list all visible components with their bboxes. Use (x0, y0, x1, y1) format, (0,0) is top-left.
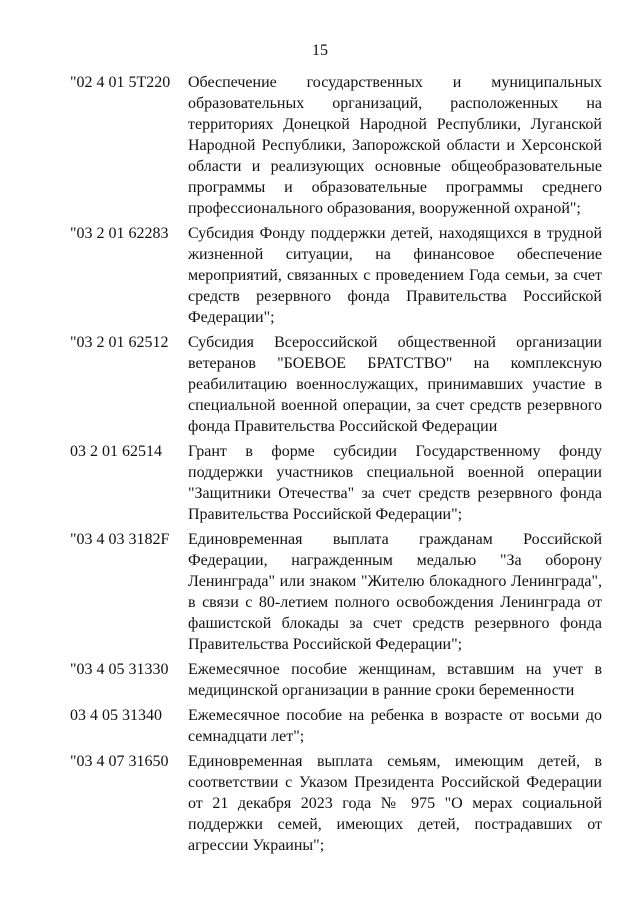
budget-code: "03 2 01 62283 (70, 225, 169, 242)
page-number: 15 (312, 42, 328, 59)
budget-code: 03 2 01 62514 (70, 443, 162, 460)
budget-code: "03 2 01 62512 (70, 334, 169, 351)
budget-code: "03 4 03 3182F (70, 531, 170, 548)
budget-code: 03 4 05 31340 (70, 707, 162, 724)
list-item (0, 659, 640, 701)
list-item (0, 705, 640, 747)
list-item (0, 529, 640, 655)
code-description: Единовременная выплата гражданам Российской Федерации, награжденным медалью "За оборону Ленинграда" или знаком "Жителю блокадного Ленинграда", в связи с 80-летием полного освобождения Ленинграда от фашистской блокады за счет средств резервного фонда Правительства Российской Федерации"; (188, 531, 602, 653)
code-description: Ежемесячное пособие женщинам, вставшим на учет в медицинской организации в ранние сроки беременности (188, 661, 602, 699)
budget-code-list (0, 72, 640, 860)
budget-code: "03 4 05 31330 (70, 661, 169, 678)
code-description: Обеспечение государственных и муниципальных образовательных организаций, расположенных на территориях Донецкой Народной Республики, Луганской Народной Республики, Запорожской области и Херсонской области и реализующих основные общеобразовательные программы и образовательные программы среднего профессионального образования, вооруженной охраной"; (188, 74, 602, 217)
code-description: Ежемесячное пособие на ребенка в возрасте от восьми до семнадцати лет"; (188, 707, 602, 745)
list-item (0, 72, 640, 219)
budget-code: "02 4 01 5Т220 (70, 74, 171, 91)
list-item (0, 223, 640, 328)
list-item (0, 332, 640, 437)
code-description: Грант в форме субсидии Государственному фонду поддержки участников специальной военной операции "Защитники Отечества" за счет средств резервного фонда Правительства Российской Федерации"; (188, 443, 602, 523)
code-description: Субсидия Фонду поддержки детей, находящихся в трудной жизненной ситуации, на финансовое обеспечение мероприятий, связанных с проведением Года семьи, за счет средств резервного фонда Правительства Российской Федерации"; (188, 225, 602, 326)
code-description: Субсидия Всероссийской общественной организации ветеранов "БОЕВОЕ БРАТСТВО" на комплексную реабилитацию военнослужащих, принимавших участие в специальной военной операции, за счет средств резервного фонда Правительства Российской Федерации (188, 334, 602, 435)
list-item (0, 751, 640, 856)
budget-code: "03 4 07 31650 (70, 753, 169, 770)
list-item (0, 441, 640, 525)
code-description: Единовременная выплата семьям, имеющим детей, в соответствии с Указом Президента Российской Федерации от 21 декабря 2023 года № 975 "О мерах социальной поддержки семей, имеющих детей, пострадавших от агрессии Украины"; (188, 753, 602, 854)
